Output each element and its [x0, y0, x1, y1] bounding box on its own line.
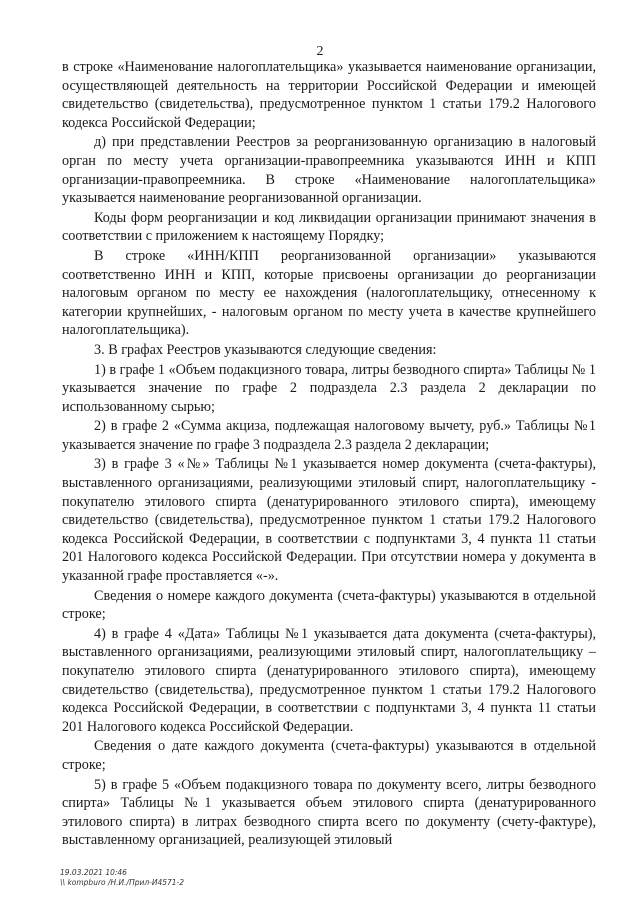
page-number: 2 [316, 44, 324, 59]
paragraph: д) при представлении Реестров за реорганизованную организацию в налоговый орган по месту учета организации-правопреемника указываются ИНН и КПП организации-правопреемника. В строке «Наименование налогоплательщика» указывается наименование реорганизованной организации. [62, 134, 596, 207]
paragraph: в строке «Наименование налогоплательщика» указывается наименование организации, осуществляющей деятельность на территории Российской Федерации и имеющей свидетельство (свидетельства), предусмотренное пунктом 1 статьи 179.2 Налогового кодекса Российской Федерации; [62, 59, 596, 131]
footer-timestamp: 19.03.2021 10:46 [60, 868, 127, 877]
paragraph: 5) в графе 5 «Объем подакцизного товара по документу всего, литры безводного спирта» Таблицы №1 указывается объем этилового спирта (денатурированного этилового спирта) в литрах безводного спирта всего по документу (счету-фактуре), выставленному организацией, реализующей этиловый [62, 776, 596, 849]
paragraph: В строке «ИНН/КПП реорганизованной организации» указываются соответственно ИНН и КПП, которые присвоены организации до реорганизации налоговым органом по месту ее нахождения (налогоплательщику, отнесенному к категории крупнейших, - налоговым органом по месту учета в качестве крупнейшего налогоплательщика). [62, 247, 596, 339]
paragraph: Коды форм реорганизации и код ликвидации организации принимают значения в соответствии с приложением к настоящему Порядку; [62, 209, 596, 245]
paragraph: 3. В графах Реестров указываются следующие сведения: [94, 341, 437, 358]
paragraph: 1) в графе 1 «Объем подакцизного товара, литры безводного спирта» Таблицы № 1 указывается значение по графе 2 подраздела 2.3 раздела 2 декларации по использованному сырью; [62, 361, 596, 415]
document-body [62, 58, 596, 851]
paragraph: 3) в графе 3 «№» Таблицы №1 указывается номер документа (счета-фактуры), выставленного организациями, реализующими этиловый спирт, налогоплательщику - покупателю этилового спирта (денатурированного этилового спирта), имеющему свидетельство (свидетельства), предусмотренное пунктом 1 статьи 179.2 Налогового кодекса Российской Федерации, в соответствии с подпунктами 3, 4 пункта 11 статьи 201 Налогового кодекса Российской Федерации. При отсутствии номера у документа в указанной графе проставляется «-». [62, 456, 596, 585]
paragraph: Сведения о дате каждого документа (счета-фактуры) указываются в отдельной строке; [62, 738, 596, 773]
footer-file-ref: \\ kompburo /Н.И./Прил-И4571-2 [60, 878, 185, 887]
paragraph: 2) в графе 2 «Сумма акциза, подлежащая налоговому вычету, руб.» Таблицы №1 указывается значение по графе 3 подраздела 2.3 раздела 2 декларации; [62, 418, 596, 453]
footer-stamp [60, 868, 184, 888]
paragraph: Сведения о номере каждого документа (счета-фактуры) указываются в отдельной строке; [62, 587, 596, 623]
paragraph: 4) в графе 4 «Дата» Таблицы №1 указывается дата документа (счета-фактуры), выставленного организациями, реализующими этиловый спирт, налогоплательщику – покупателю этилового спирта (денатурированного этилового спирта), имеющему свидетельство (свидетельства), предусмотренное пунктом 1 статьи 179.2 Налогового кодекса Российской Федерации, в соответствии с подпунктами 3, 4 пункта 11 статьи 201 Налогового кодекса Российской Федерации. [62, 625, 596, 735]
